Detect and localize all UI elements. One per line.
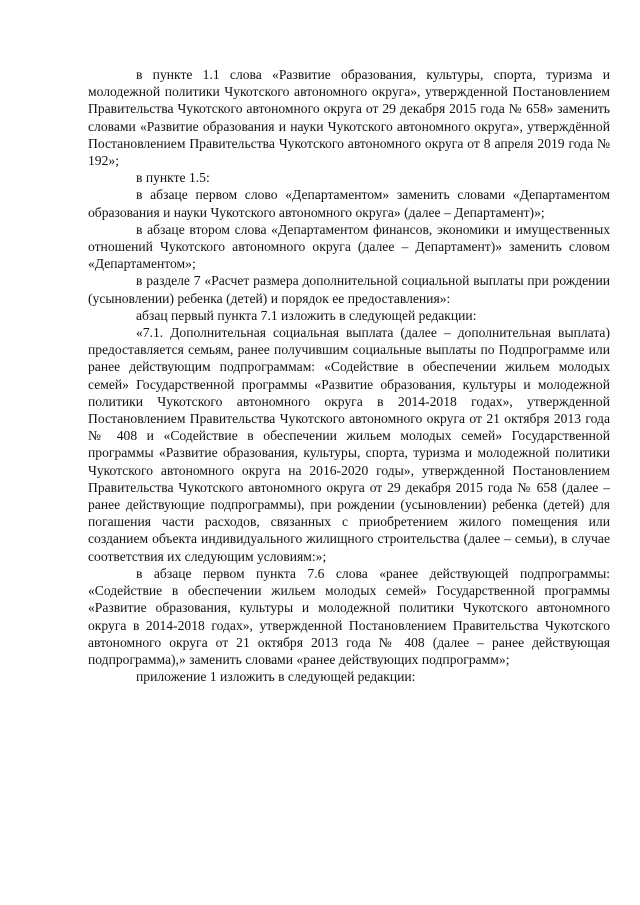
paragraph-item-7-6: в абзаце первом пункта 7.6 слова «ранее действующей подпрограммы: «Содействие в обеспечении жильем молодых семей» Государственной программы «Развитие образования, культуры и молодежной политики Чукотского автономного округа в 2014-2018 годах», утвержденной Постановлением Правительства Чукотского автономного округа от 21 октября 2013 года № 408 (далее – ранее действующая подпрограмма),» заменить словами «ранее действующих подпрограмм»; (88, 565, 610, 667)
paragraph-item-1-1: в пункте 1.1 слова «Развитие образования, культуры, спорта, туризма и молодежной политики Чукотского автономного округа», утвержденной Постановлением Правительства Чукотского автономного округа от 29 декабря 2015 года № 658» заменить словами «Развитие образования и науки Чукотского автономного округа», утверждённой Постановлением Правительства Чукотского автономного округа от 8 апреля 2019 года № 192»; (88, 67, 610, 169)
document-body (88, 66, 610, 685)
paragraph-item-1-5: в пункте 1.5: (136, 170, 210, 186)
paragraph-first-abzac: в абзаце первом слово «Департаментом» заменить словами «Департаментом образования и науки Чукотского автономного округа» (далее – Департамент)»; (88, 187, 610, 220)
paragraph-appendix-1: приложение 1 изложить в следующей редакции: (136, 669, 416, 685)
paragraph-second-abzac: в абзаце втором слова «Департаментом финансов, экономики и имущественных отношений Чукотского автономного округа (далее – Департамент)» заменить словом «Департаментом»; (88, 221, 610, 272)
paragraph-item-7-1-text: «7.1. Дополнительная социальная выплата (далее – дополнительная выплата) предоставляется семьям, ранее получившим социальные выплаты по Подпрограмме или ранее действующим подпрограммам: «Содействие в обеспечении жильем молодых семей» Государственной программы «Развитие образования, культуры и молодежной политики Чукотского автономного округа в 2014-2018 годах», утвержденной Постановлением Правительства Чукотского автономного округа от 21 октября 2013 года № 408 и «Содействие в обеспечении жильем молодых семей» Государственной программы «Развитие образования, культуры, спорта, туризма и молодежной политики Чукотского автономного округа на 2016-2020 годы», утвержденной Постановлением Правительства Чукотского автономного округа от 29 декабря 2015 года № 658 (далее – ранее действующие подпрограммы), при рождении (усыновлении) ребенка (детей) для погашения части расходов, связанных с приобретением жилого помещения или созданием объекта индивидуального жилищного строительства (далее – семьи), в случае соответствия их следующим условиям:»; (88, 325, 610, 564)
paragraph-item-7-1-intro: абзац первый пункта 7.1 изложить в следующей редакции: (136, 307, 477, 323)
paragraph-section-7: в разделе 7 «Расчет размера дополнительной социальной выплаты при рождении (усыновлении) ребенка (детей) и порядок ее предоставления»: (88, 273, 610, 306)
